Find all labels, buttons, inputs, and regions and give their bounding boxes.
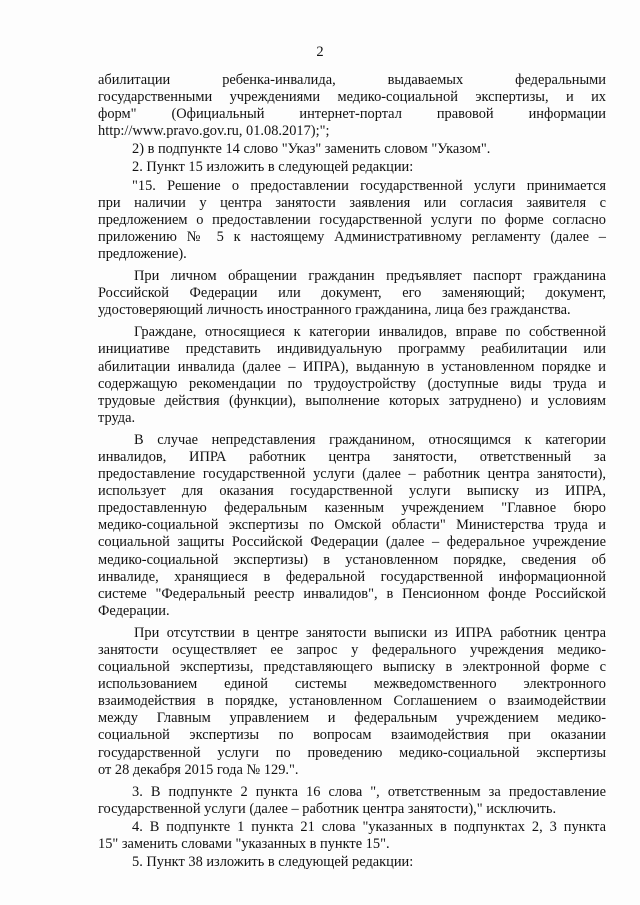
text-line: занятости осуществляет ее запрос у федерального учреждения медико-	[98, 642, 606, 658]
text-line: медико-социальной экспертизы) в установленном порядке, сведения об	[98, 551, 606, 568]
text-line: Федерации.	[98, 602, 170, 619]
paragraph	[98, 178, 606, 263]
text-line: использует для оказания государственной услуги выписку из ИПРА,	[98, 483, 606, 500]
text-line: инициативе представить индивидуальную программу реабилитации или	[98, 341, 606, 358]
paragraph	[98, 432, 606, 620]
text-line: трудовые действия (функции), выполнение которых затруднено) и условиям	[98, 392, 606, 409]
text-line: предоставление государственной услуги (далее – работник центра занятости),	[98, 466, 606, 483]
text-line: 2) в подпункте 14 слово "Указ" заменить словом "Указом".	[132, 141, 491, 158]
document-body	[98, 72, 606, 872]
paragraph	[98, 72, 606, 140]
text-line: 2. Пункт 15 изложить в следующей редакции:	[132, 159, 414, 176]
paragraph	[98, 854, 606, 871]
text-line: форм" (Официальный интернет-портал правовой информации	[98, 106, 606, 123]
text-line: взаимодействия в порядке, установленном Соглашением о взаимодействии	[98, 693, 606, 710]
paragraph	[98, 784, 606, 818]
text-line: государственной услуги по проведению медико-социальной экспертизы	[98, 744, 606, 761]
text-line: абилитации инвалида (далее – ИПРА), выданную в установленном порядке и	[98, 358, 606, 375]
text-line: содержащую рекомендации по трудоустройству (доступные виды труда и	[98, 375, 606, 392]
text-line: государственной услуги (далее – работник центра занятости)," исключить.	[98, 800, 557, 817]
text-line: инвалидов, ИПРА работник центра занятости, ответственный за	[98, 448, 606, 465]
text-line: приложению № 5 к настоящему Административному регламенту (далее –	[98, 228, 606, 245]
text-line: 4. В подпункте 1 пункта 21 слова "указанных в подпунктах 2, 3 пункта	[132, 818, 606, 835]
text-line: удостоверяющий личность иностранного гражданина, лица без гражданства.	[98, 302, 571, 319]
text-line: предоставленную федеральным казенным учреждением "Главное бюро	[98, 500, 606, 517]
text-line: абилитации ребенка-инвалида, выдаваемых федеральными	[98, 72, 606, 88]
text-line: Граждане, относящиеся к категории инвалидов, вправе по собственной	[134, 324, 606, 341]
text-line: При личном обращении гражданин предъявляет паспорт гражданина	[134, 268, 606, 285]
paragraph	[98, 324, 606, 427]
paragraph	[98, 268, 606, 319]
text-line: Российской Федерации или документ, его заменяющий; документ,	[98, 285, 606, 302]
text-line: между Главным управлением и федеральным учреждением медико-	[98, 710, 606, 727]
text-line: социальной защиты Российской Федерации (далее – федеральное учреждение	[98, 534, 606, 551]
text-line: http://www.pravo.gov.ru, 01.08.2017);";	[98, 123, 330, 140]
text-line: 5. Пункт 38 изложить в следующей редакции:	[132, 854, 414, 871]
text-line: использованием единой системы межведомственного электронного	[98, 676, 606, 693]
text-line: предложением о предоставлении государственной услуги по форме согласно	[98, 211, 606, 228]
text-line: В случае непредставления гражданином, относящимся к категории	[134, 431, 606, 448]
text-line: медико-социальной экспертизы по Омской области" Министерства труда и	[98, 517, 606, 534]
text-line: социальной экспертизы, представляющего выписку в электронной форме с	[98, 659, 606, 676]
text-line: государственными учреждениями медико-социальной экспертизы, и их	[98, 89, 606, 106]
text-line: 15" заменить словами "указанных в пункте 15".	[98, 836, 390, 853]
text-line: предложение).	[98, 245, 187, 262]
paragraph	[98, 819, 606, 853]
text-line: 3. В подпункте 2 пункта 16 слова ", ответственным за предоставление	[132, 783, 606, 800]
text-line: При отсутствии в центре занятости выписки из ИПРА работник центра	[134, 624, 606, 641]
page-number: 2	[316, 44, 324, 60]
paragraph	[98, 141, 606, 158]
text-line: инвалиде, хранящиеся в федеральной государственной информационной	[98, 568, 606, 585]
text-line: "15. Решение о предоставлении государственной услуги принимается	[132, 177, 606, 194]
text-line: при наличии у центра занятости заявления или согласия заявителя с	[98, 194, 606, 211]
text-line: от 28 декабря 2015 года № 129.".	[98, 761, 299, 778]
text-line: системе "Федеральный реестр инвалидов", в Пенсионном фонде Российской	[98, 585, 606, 602]
paragraph	[98, 625, 606, 779]
paragraph	[98, 159, 606, 176]
text-line: социальной экспертизы по вопросам взаимодействия при оказании	[98, 727, 606, 744]
text-line: труда.	[98, 409, 136, 426]
